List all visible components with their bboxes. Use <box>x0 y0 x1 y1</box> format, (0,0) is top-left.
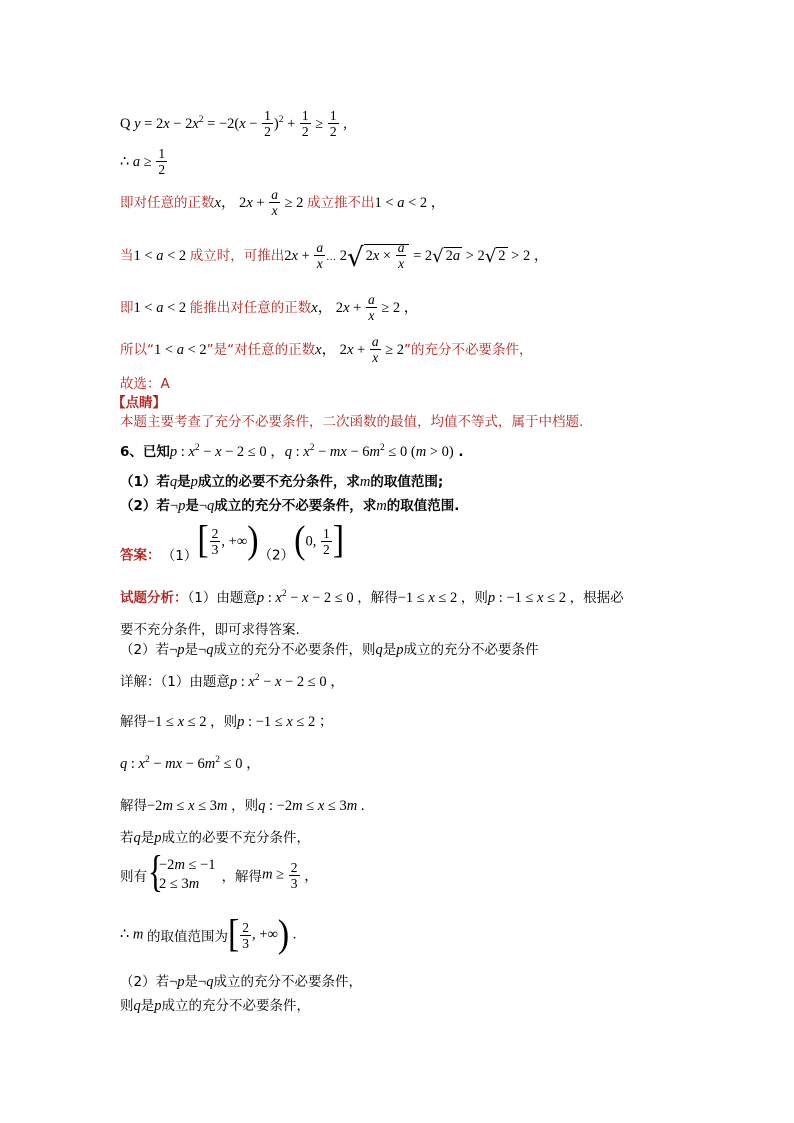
detail-line2: 解得−1 ≤ x ≤ 2 ，则p : −1 ≤ x ≤ 2 ； <box>120 714 334 730</box>
problem-6-part1: （1）若q是p成立的必要不充分条件，求m的取值范围; <box>120 474 444 490</box>
detail-line4: 解得−2m ≤ x ≤ 3m ，则q : −2m ≤ x ≤ 3m . <box>120 798 365 814</box>
detail-line7: ∴ m 的取值范围为[ $\frac{2}{3}$ , +∞) . <box>120 913 297 956</box>
line-conclusion: 所以“1 < a < 2”是“对任意的正数x， 2x + $\frac{a}{x}$ ≥ 2”的充分不必要条件， <box>120 334 533 365</box>
analysis-line3: （2）若¬p是¬q成立的充分不必要条件，则q是p成立的充分不必要条件 <box>120 642 539 658</box>
section-heading-dianjing: 【点睛】 <box>112 395 166 411</box>
problem-6-stem: 6、已知p : $x^2 - x - 2 \le 0$ ，q : $x^2$ − mx − $6m^2 \le 0$ (m > 0) . <box>120 443 464 460</box>
line-am-gm: 当1 < a < 2 成立时，可推出2x + $\frac{a}{x}$ … 2√ 2x × $\frac{a}{x}$ = 2√ 2a > 2√ 2 > 2 ， <box>120 240 549 273</box>
answer-line: $_{答案:}$ $_{(1)}$[ $\frac{2}{3}$ , $+\infty)_{(2)}(0$, $\frac{1}{2}$ ] <box>120 519 345 564</box>
detail-line3: q : $x^2$ − mx − $6m^2 \le 0$ ， <box>120 755 261 772</box>
detail-line8: （2）若¬p是¬q成立的充分不必要条件， <box>120 974 362 990</box>
line-a-bound: ∴ a ≥ $\frac{1}{2}$ <box>120 146 166 177</box>
detail-line1: 详解：（1）由题意p : $x^2 - x - 2 \le 0$ ， <box>120 673 345 690</box>
line-quad-min: Q $y = 2x - 2x^2 = -2(x$ − $\frac{1}{2}$ )$^2$ + $\frac{1}{2}$ ≥ $\frac{1}{2}$ , <box>120 108 347 139</box>
detail-line6: 则有 { −2m ≤ −1 2 ≤ 3m ，解得m ≥ $\frac{2}{3}$ ， <box>120 847 319 896</box>
detail-line5: 若q是p成立的必要不充分条件， <box>120 830 310 846</box>
analysis-line1: 试题分析：（1）由题意p : $x^2 - x - 2 \le 0$ ，解得−1 ≤ x ≤ 2 ，则p : −1 ≤ x ≤ 2 ，根据必 <box>120 589 624 606</box>
summary-text: 本题主要考查了充分不必要条件，二次函数的最值，均值不等式，属于中档题. <box>120 414 584 430</box>
detail-line9: 则q是p成立的充分不必要条件， <box>120 998 310 1014</box>
line-imply: 即1 < a < 2 能推出对任意的正数x， 2x + $\frac{a}{x}$ ≥ 2 ， <box>120 292 419 323</box>
problem-6-part2: （2）若¬p是¬q成立的充分不必要条件，求m的取值范围. <box>120 498 460 514</box>
answer-choice: 故选：A <box>120 376 170 392</box>
line-no-imply: 即对任意的正数x， 2x + $\frac{a}{x}$ ≥ 2 成立推不出1 < a < 2 ， <box>120 187 446 218</box>
analysis-line2: 要不充分条件，即可求得答案. <box>120 622 300 638</box>
